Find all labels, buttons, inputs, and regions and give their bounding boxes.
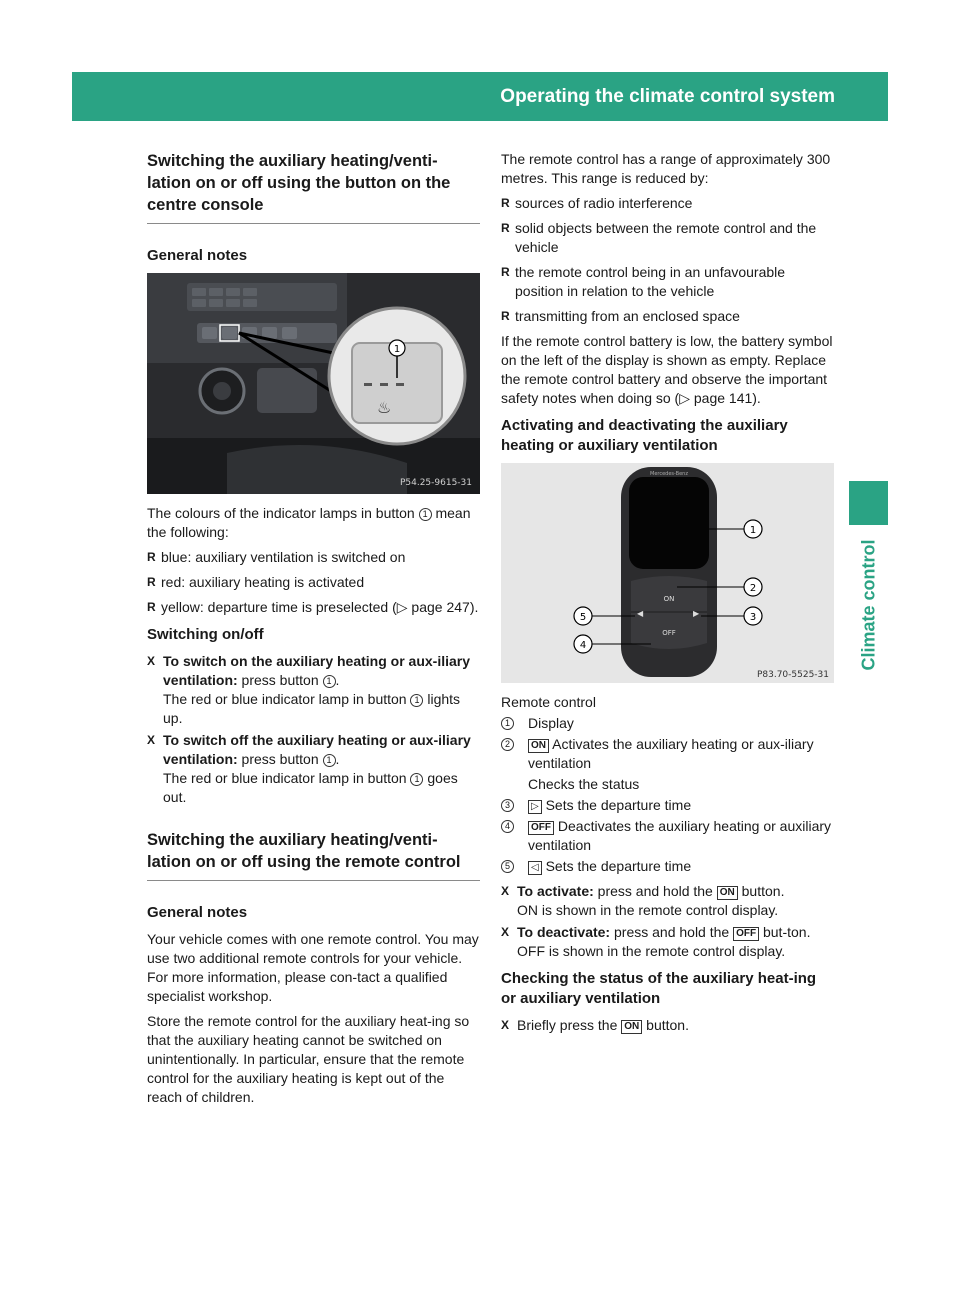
svg-text:1: 1 xyxy=(393,344,401,355)
list-item: R blue: auxiliary ventilation is switched on xyxy=(147,548,480,567)
svg-text:Mercedes-Benz: Mercedes-Benz xyxy=(650,471,688,477)
side-tab-label xyxy=(849,540,888,670)
console-illustration xyxy=(147,273,480,494)
svg-text:♨: ♨ xyxy=(377,398,392,417)
svg-text:5: 5 xyxy=(579,612,587,623)
svg-text:OFF: OFF xyxy=(662,629,676,637)
figure-ref-2: P83.70-5525-31 xyxy=(756,670,829,680)
svg-text:ON: ON xyxy=(663,595,675,603)
step-switch-on: X To switch on the auxiliary heating or aux-iliary ventilation: press button 1 . The red or blue indicator lamp in button 1 lights up. xyxy=(147,653,471,726)
figure-ref-1: P54.25-9615-31 xyxy=(399,478,472,488)
right-column xyxy=(501,150,834,1038)
svg-text:3: 3 xyxy=(749,612,757,623)
side-tab-marker xyxy=(849,481,888,525)
paragraph-range: The remote control has a range of approximately 300 metres. This range is reduced by: xyxy=(501,151,831,186)
subheading-activating: Activating and deactivating the auxiliary heating or auxiliary ventilation xyxy=(501,417,788,454)
caption-item: 4 OFF Deactivates the auxiliary heating or auxiliary ventilation xyxy=(501,817,834,855)
svg-text:4: 4 xyxy=(579,640,587,651)
remote-illustration xyxy=(501,463,834,683)
left-column xyxy=(147,150,480,1113)
paragraph-storage: Store the remote control for the auxiliary heat-ing so that the auxiliary heating cannot be switched on unintentionally. In particular, ensure that the remote control for the auxiliary heating is kept out of the reach of children. xyxy=(147,1013,470,1105)
list-item: R red: auxiliary heating is activated xyxy=(147,573,480,592)
svg-text:1: 1 xyxy=(749,525,757,536)
colours-intro: The colours of the indicator lamps in button 1 mean the following: xyxy=(147,505,471,540)
caption-item: 5 ◁ Sets the departure time xyxy=(501,857,834,876)
page-header xyxy=(72,72,948,121)
step-switch-off: X To switch off the auxiliary heating or aux-iliary ventilation: press button 1 . The red or blue indicator lamp in button 1 goes out. xyxy=(147,732,471,805)
caption-item: 3 ▷ Sets the departure time xyxy=(501,796,834,815)
remote-figure xyxy=(501,463,834,683)
list-item: R solid objects between the remote control and the vehicle xyxy=(501,219,834,257)
list-item: R sources of radio interference xyxy=(501,194,834,213)
section-title-remote: Switching the auxiliary heating/venti-lation on or off using the remote control xyxy=(147,829,480,881)
step-activate: X To activate: press and hold the ON button. ON is shown in the remote control display. xyxy=(501,883,785,918)
subheading-general-notes: General notes xyxy=(147,247,248,264)
section-title-console: Switching the auxiliary heating/venti-lation on or off using the button on the centre console xyxy=(147,150,480,224)
caption-item: 1 Display xyxy=(501,714,834,733)
console-figure xyxy=(147,273,480,494)
caption-item: 2 ON Activates the auxiliary heating or aux-iliary ventilation xyxy=(501,735,834,773)
svg-text:◀: ◀ xyxy=(637,609,644,618)
caption-item: Checks the status xyxy=(528,776,640,792)
subheading-checking: Checking the status of the auxiliary heat-ing or auxiliary ventilation xyxy=(501,970,817,1007)
step-deactivate: X To deactivate: press and hold the OFF but-ton. OFF is shown in the remote control display. xyxy=(501,924,811,959)
list-item: R the remote control being in an unfavourable position in relation to the vehicle xyxy=(501,263,834,301)
list-item: R transmitting from an enclosed space xyxy=(501,307,834,326)
caption-title: Remote control xyxy=(501,694,596,710)
side-tab-text: Climate control xyxy=(858,539,878,671)
paragraph-remotes: Your vehicle comes with one remote control. You may use two additional remote controls for your vehicle. For more information, please con-tact a qualified specialist workshop. xyxy=(147,931,479,1004)
paragraph-battery: If the remote control battery is low, the battery symbol on the left of the display is shown as empty. Replace the remote control battery and observe the important safety notes when doing so (▷ page 141). xyxy=(501,333,833,406)
subheading-general-notes-2: General notes xyxy=(147,904,248,921)
subheading-switching: Switching on/off xyxy=(147,626,264,643)
header-title: Operating the climate control system xyxy=(500,86,835,107)
svg-text:2: 2 xyxy=(749,583,757,594)
step-check-status: X Briefly press the ON button. xyxy=(501,1017,689,1033)
svg-text:▶: ▶ xyxy=(693,609,700,618)
page-number: 139 xyxy=(916,86,948,107)
list-item: R yellow: departure time is preselected (▷ page 247). xyxy=(147,598,480,617)
